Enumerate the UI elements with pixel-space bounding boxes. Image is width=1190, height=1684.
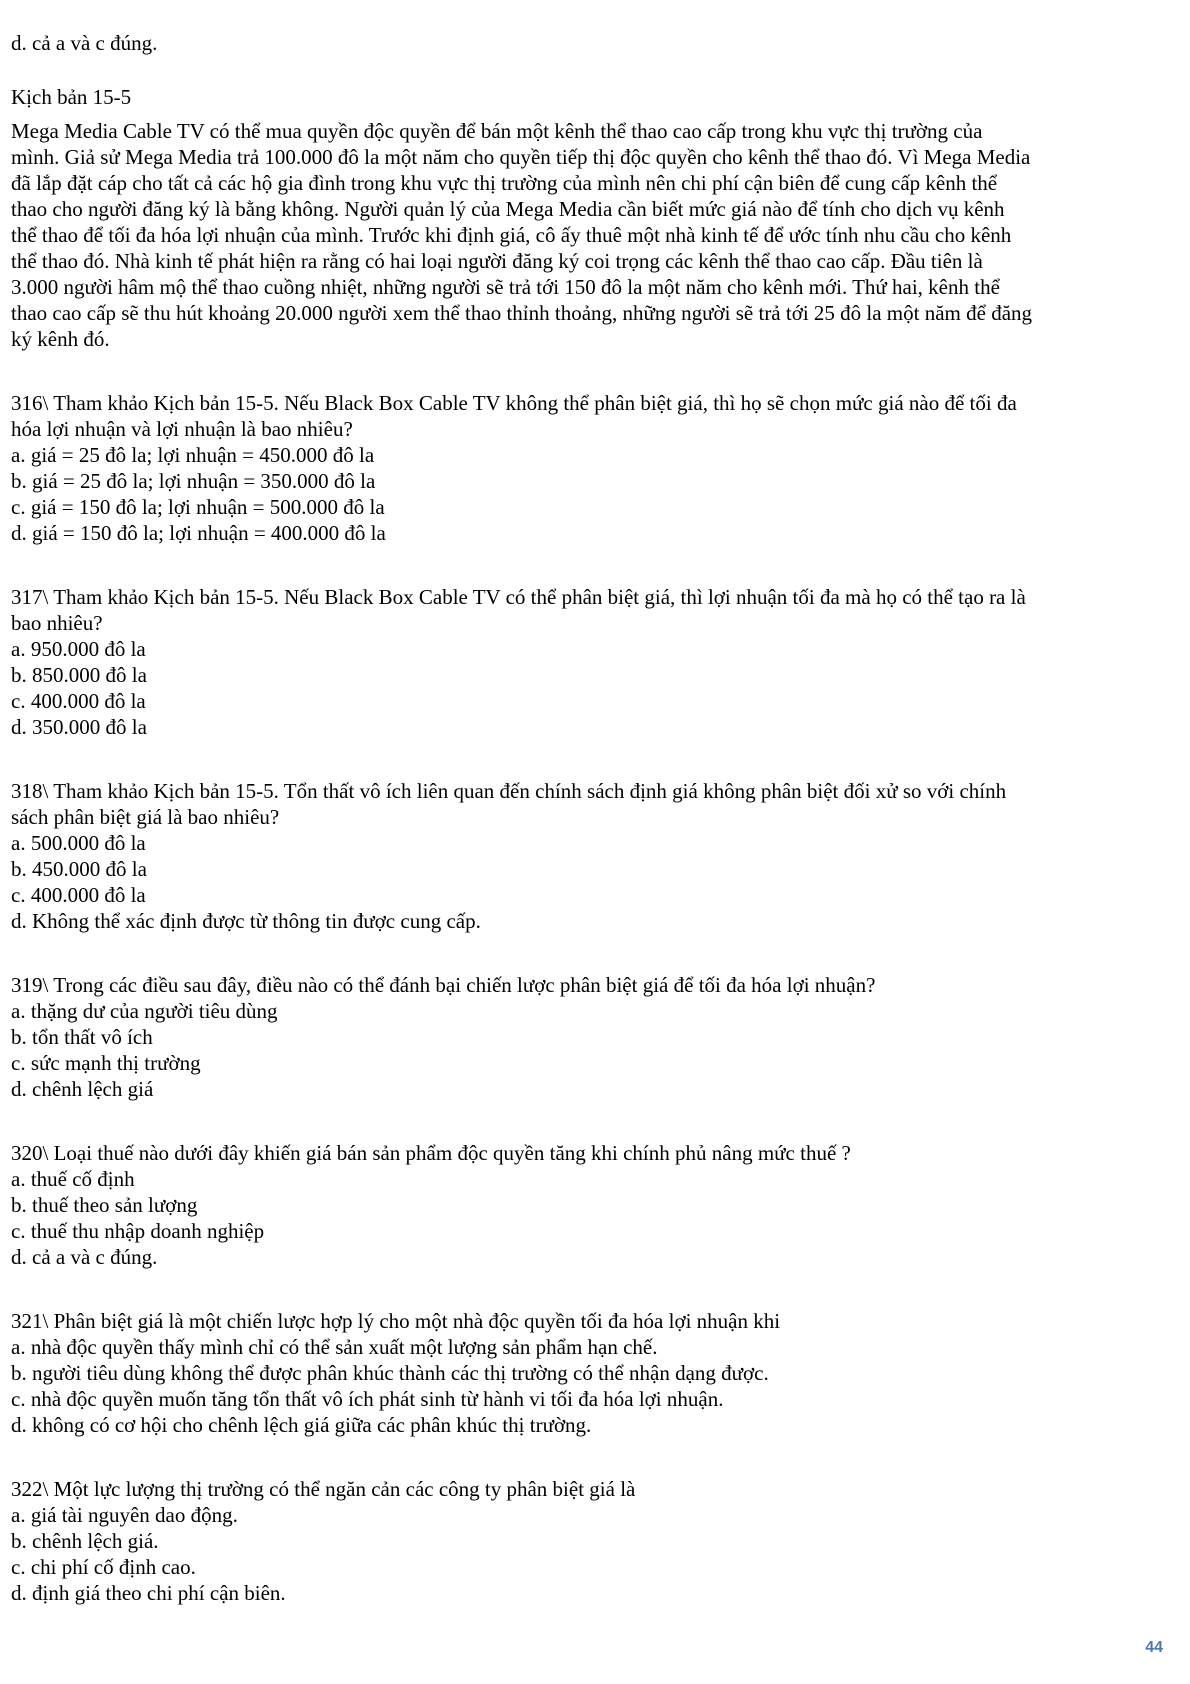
text-line: b. 850.000 đô la [11,663,147,687]
text-line: a. thặng dư của người tiêu dùng [11,999,278,1023]
text-line: d. không có cơ hội cho chênh lệch giá giữa các phân khúc thị trường. [11,1413,592,1437]
text-line: 316\ Tham khảo Kịch bản 15-5. Nếu Black Box Cable TV không thể phân biệt giá, thì họ sẽ chọn mức giá nào để tối đa [11,391,1017,415]
text-line: c. 400.000 đô la [11,883,146,907]
text-line: 318\ Tham khảo Kịch bản 15-5. Tổn thất vô ích liên quan đến chính sách định giá không phân biệt đối xử so với chính [11,779,1007,803]
text-line: a. thuế cố định [11,1167,135,1191]
document-content [11,30,1186,1606]
text-line: thao cao cấp sẽ thu hút khoảng 20.000 người xem thể thao thỉnh thoảng, những người sẽ trả tới 25 đô la một năm để đăng [11,301,1033,325]
page-number: 44 [1145,1639,1163,1656]
text-line: mình. Giả sử Mega Media trả 100.000 đô la một năm cho quyền tiếp thị độc quyền cho kênh thể thao đó. Vì Mega Media [11,145,1031,169]
text-line: b. tổn thất vô ích [11,1025,153,1049]
question-322 [11,1476,1186,1606]
text-line: d. chênh lệch giá [11,1077,154,1101]
text-line: c. sức mạnh thị trường [11,1051,201,1075]
text-line: Kịch bản 15-5 [11,85,132,109]
text-line: d. định giá theo chi phí cận biên. [11,1581,286,1605]
text-line: c. nhà độc quyền muốn tăng tổn thất vô ích phát sinh từ hành vi tối đa hóa lợi nhuận. [11,1387,724,1411]
text-line: b. thuế theo sản lượng [11,1193,198,1217]
text-line: a. 950.000 đô la [11,637,146,661]
text-line: 321\ Phân biệt giá là một chiến lược hợp lý cho một nhà độc quyền tối đa hóa lợi nhuận khi [11,1309,781,1333]
text-line: c. chi phí cố định cao. [11,1555,196,1579]
text-line: c. 400.000 đô la [11,689,146,713]
text-line: 317\ Tham khảo Kịch bản 15-5. Nếu Black Box Cable TV có thể phân biệt giá, thì lợi nhuận tối đa mà họ có thể tạo ra là [11,585,1026,609]
text-line: a. giá = 25 đô la; lợi nhuận = 450.000 đô la [11,443,375,467]
question-319 [11,972,1186,1102]
text-line: d. cả a và c đúng. [11,31,158,55]
scenario-title [11,84,1186,110]
text-line: sách phân biệt giá là bao nhiêu? [11,805,280,829]
text-line: 319\ Trong các điều sau đây, điều nào có thể đánh bại chiến lược phân biệt giá để tối đa hóa lợi nhuận? [11,973,876,997]
text-line: d. giá = 150 đô la; lợi nhuận = 400.000 đô la [11,521,386,545]
text-line: hóa lợi nhuận và lợi nhuận là bao nhiêu? [11,417,353,441]
text-line: đã lắp đặt cáp cho tất cả các hộ gia đình trong khu vực thị trường của mình nên chi phí cận biên để cung cấp kênh thể [11,171,998,195]
text-line: 322\ Một lực lượng thị trường có thể ngăn cản các công ty phân biệt giá là [11,1477,636,1501]
question-317 [11,584,1186,740]
text-line: thao cho người đăng ký là bằng không. Người quản lý của Mega Media cần biết mức giá nào để tính cho dịch vụ kênh [11,197,1005,221]
text-line: d. cả a và c đúng. [11,1245,158,1269]
text-line: b. giá = 25 đô la; lợi nhuận = 350.000 đô la [11,469,376,493]
text-line: Mega Media Cable TV có thể mua quyền độc quyền để bán một kênh thể thao cao cấp trong khu vực thị trường của [11,119,983,143]
text-line: b. người tiêu dùng không thể được phân khúc thành các thị trường có thể nhận dạng được. [11,1361,769,1385]
text-line: a. nhà độc quyền thấy mình chỉ có thể sản xuất một lượng sản phẩm hạn chế. [11,1335,658,1359]
text-line: thể thao đó. Nhà kinh tế phát hiện ra rằng có hai loại người đăng ký coi trọng các kênh thể thao cao cấp. Đầu tiên là [11,249,983,273]
question-320 [11,1140,1186,1270]
text-line: b. 450.000 đô la [11,857,147,881]
text-line: b. chênh lệch giá. [11,1529,159,1553]
text-line: c. thuế thu nhập doanh nghiệp [11,1219,265,1243]
text-line: ký kênh đó. [11,327,110,351]
text-line: bao nhiêu? [11,611,103,635]
question-318 [11,778,1186,934]
text-line: d. 350.000 đô la [11,715,147,739]
scenario-paragraph [11,118,1186,352]
question-321 [11,1308,1186,1438]
text-line: 3.000 người hâm mộ thể thao cuồng nhiệt, những người sẽ trả tới 150 đô la một năm cho kênh mới. Thứ hai, kênh thể [11,275,1000,299]
text-line: d. Không thể xác định được từ thông tin được cung cấp. [11,909,481,933]
text-line: 320\ Loại thuế nào dưới đây khiến giá bán sản phẩm độc quyền tăng khi chính phủ nâng mức thuế ? [11,1141,851,1165]
question-316 [11,390,1186,546]
text-line: c. giá = 150 đô la; lợi nhuận = 500.000 đô la [11,495,385,519]
text-line: a. giá tài nguyên dao động. [11,1503,238,1527]
previous-question-last-option [11,30,1186,56]
text-line: a. 500.000 đô la [11,831,146,855]
text-line: thể thao để tối đa hóa lợi nhuận của mình. Trước khi định giá, cô ấy thuê một nhà kinh tế để ước tính nhu cầu cho kênh [11,223,1012,247]
